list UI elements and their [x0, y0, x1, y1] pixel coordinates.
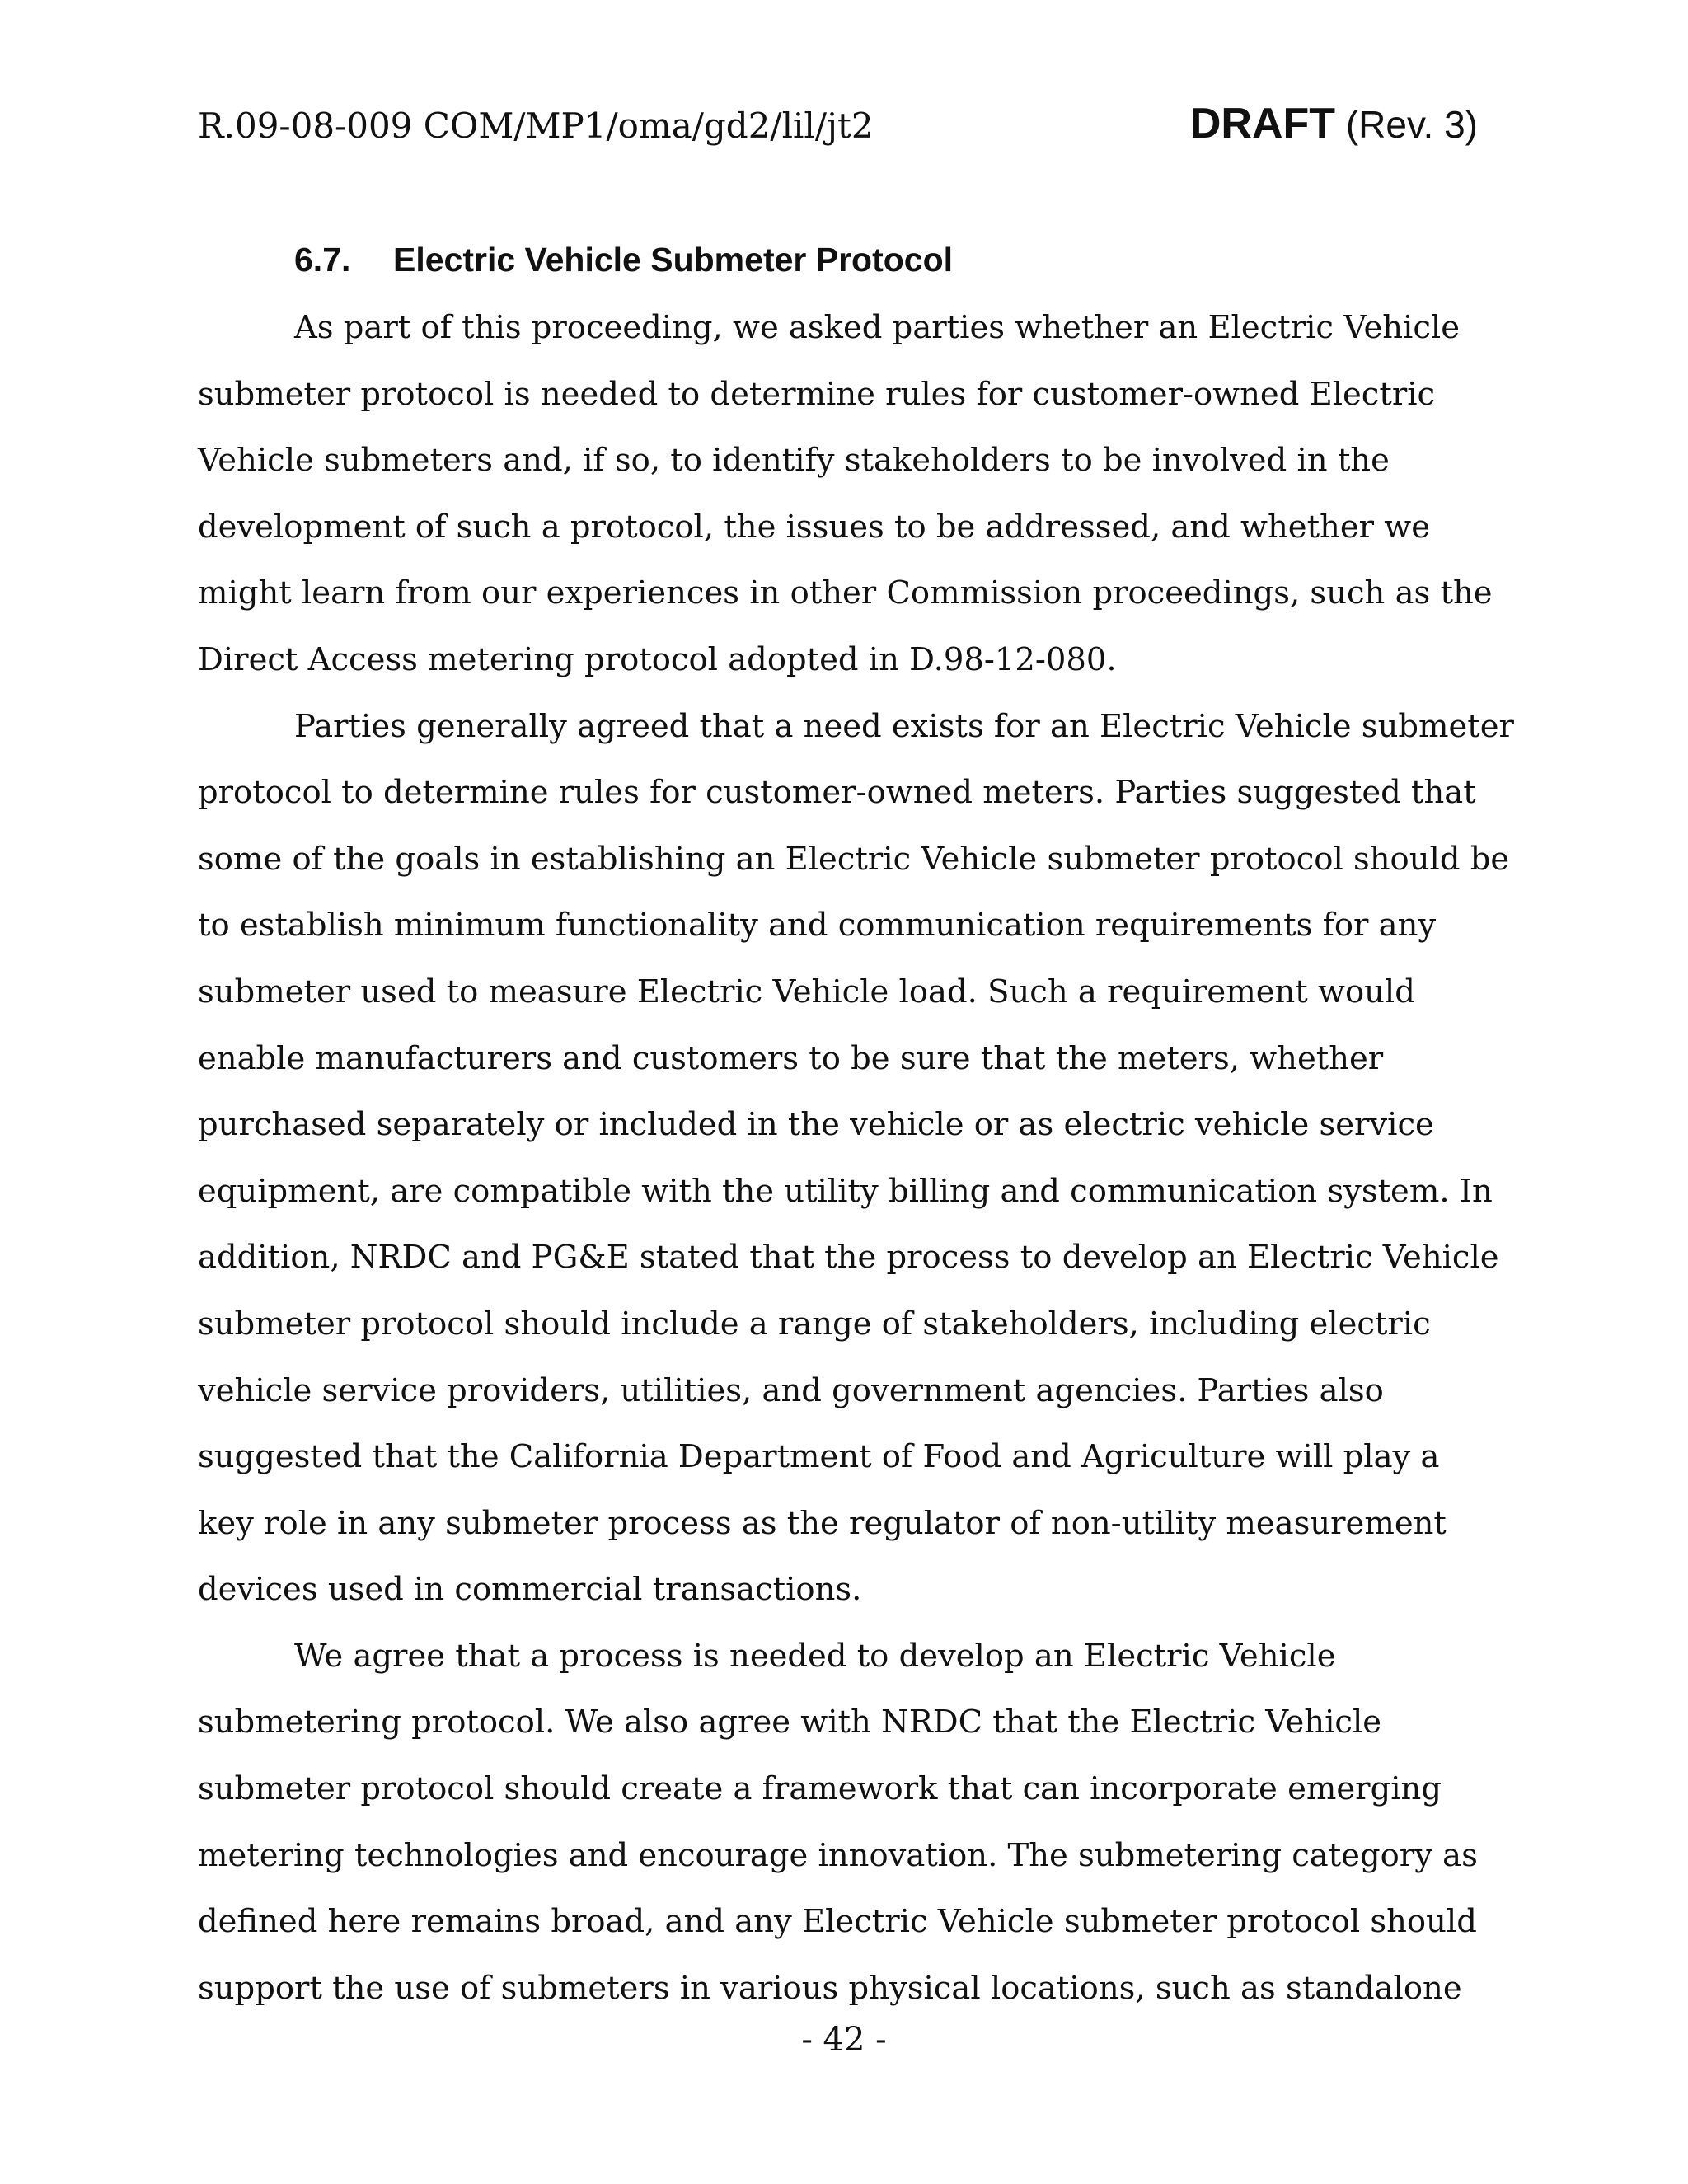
text-line: Direct Access metering protocol adopted in D.98-12-080. [198, 640, 1117, 678]
body-text [198, 295, 1514, 2022]
revision-label: (Rev. 3) [1345, 103, 1478, 146]
page-number: - 42 - [801, 2021, 887, 2059]
text-line: addition, NRDC and PG&E stated that the process to develop an Electric Vehicle [198, 1239, 1499, 1277]
draft-word: DRAFT [1189, 100, 1336, 148]
docket-reference: R.09-08-009 COM/MP1/oma/gd2/lil/jt2 [198, 105, 874, 146]
text-line: submeter protocol should include a range of stakeholders, including electric [198, 1305, 1431, 1343]
text-line: some of the goals in establishing an Electric Vehicle submeter protocol should be [198, 840, 1510, 878]
text-line: to establish minimum functionality and communication requirements for any [198, 907, 1437, 944]
section-number: 6.7. [294, 241, 351, 279]
text-line: submetering protocol. We also agree with NRDC that the Electric Vehicle [198, 1704, 1382, 1741]
text-line: development of such a protocol, the issues to be addressed, and whether we [198, 508, 1431, 546]
text-line: submeter protocol is needed to determine rules for customer-owned Electric [198, 375, 1436, 413]
text-line: defined here remains broad, and any Electric Vehicle submeter protocol should [198, 1903, 1477, 1941]
text-line: protocol to determine rules for customer-owned meters. Parties suggested that [198, 774, 1476, 812]
text-line: metering technologies and encourage innovation. The submetering category as [198, 1836, 1478, 1874]
text-line: key role in any submeter process as the regulator of non-utility measurement [198, 1504, 1447, 1542]
text-line: suggested that the California Department of Food and Agriculture will play a [198, 1438, 1440, 1476]
text-line: purchased separately or included in the vehicle or as electric vehicle service [198, 1106, 1434, 1144]
text-line: submeter used to measure Electric Vehicle load. Such a requirement would [198, 972, 1415, 1010]
text-line: Vehicle submeters and, if so, to identify stakeholders to be involved in the [198, 442, 1390, 480]
text-line: Parties generally agreed that a need exists for an Electric Vehicle submeter [294, 707, 1514, 745]
text-line: equipment, are compatible with the utility billing and communication system. In [198, 1172, 1493, 1210]
text-line: support the use of submeters in various physical locations, such as standalone [198, 1969, 1462, 2007]
text-line: devices used in commercial transactions. [198, 1571, 862, 1609]
text-line: We agree that a process is needed to develop an Electric Vehicle [294, 1637, 1336, 1675]
text-line: submeter protocol should create a framework that can incorporate emerging [198, 1770, 1442, 1808]
section-title: Electric Vehicle Submeter Protocol [393, 241, 954, 279]
text-line: As part of this proceeding, we asked parties whether an Electric Vehicle [294, 309, 1461, 346]
text-line: vehicle service providers, utilities, and government agencies. Parties also [198, 1371, 1384, 1409]
draft-label [1190, 99, 1478, 148]
text-line: might learn from our experiences in other Commission proceedings, such as the [198, 574, 1493, 612]
text-line: enable manufacturers and customers to be sure that the meters, whether [198, 1039, 1384, 1077]
section-heading [294, 241, 953, 279]
